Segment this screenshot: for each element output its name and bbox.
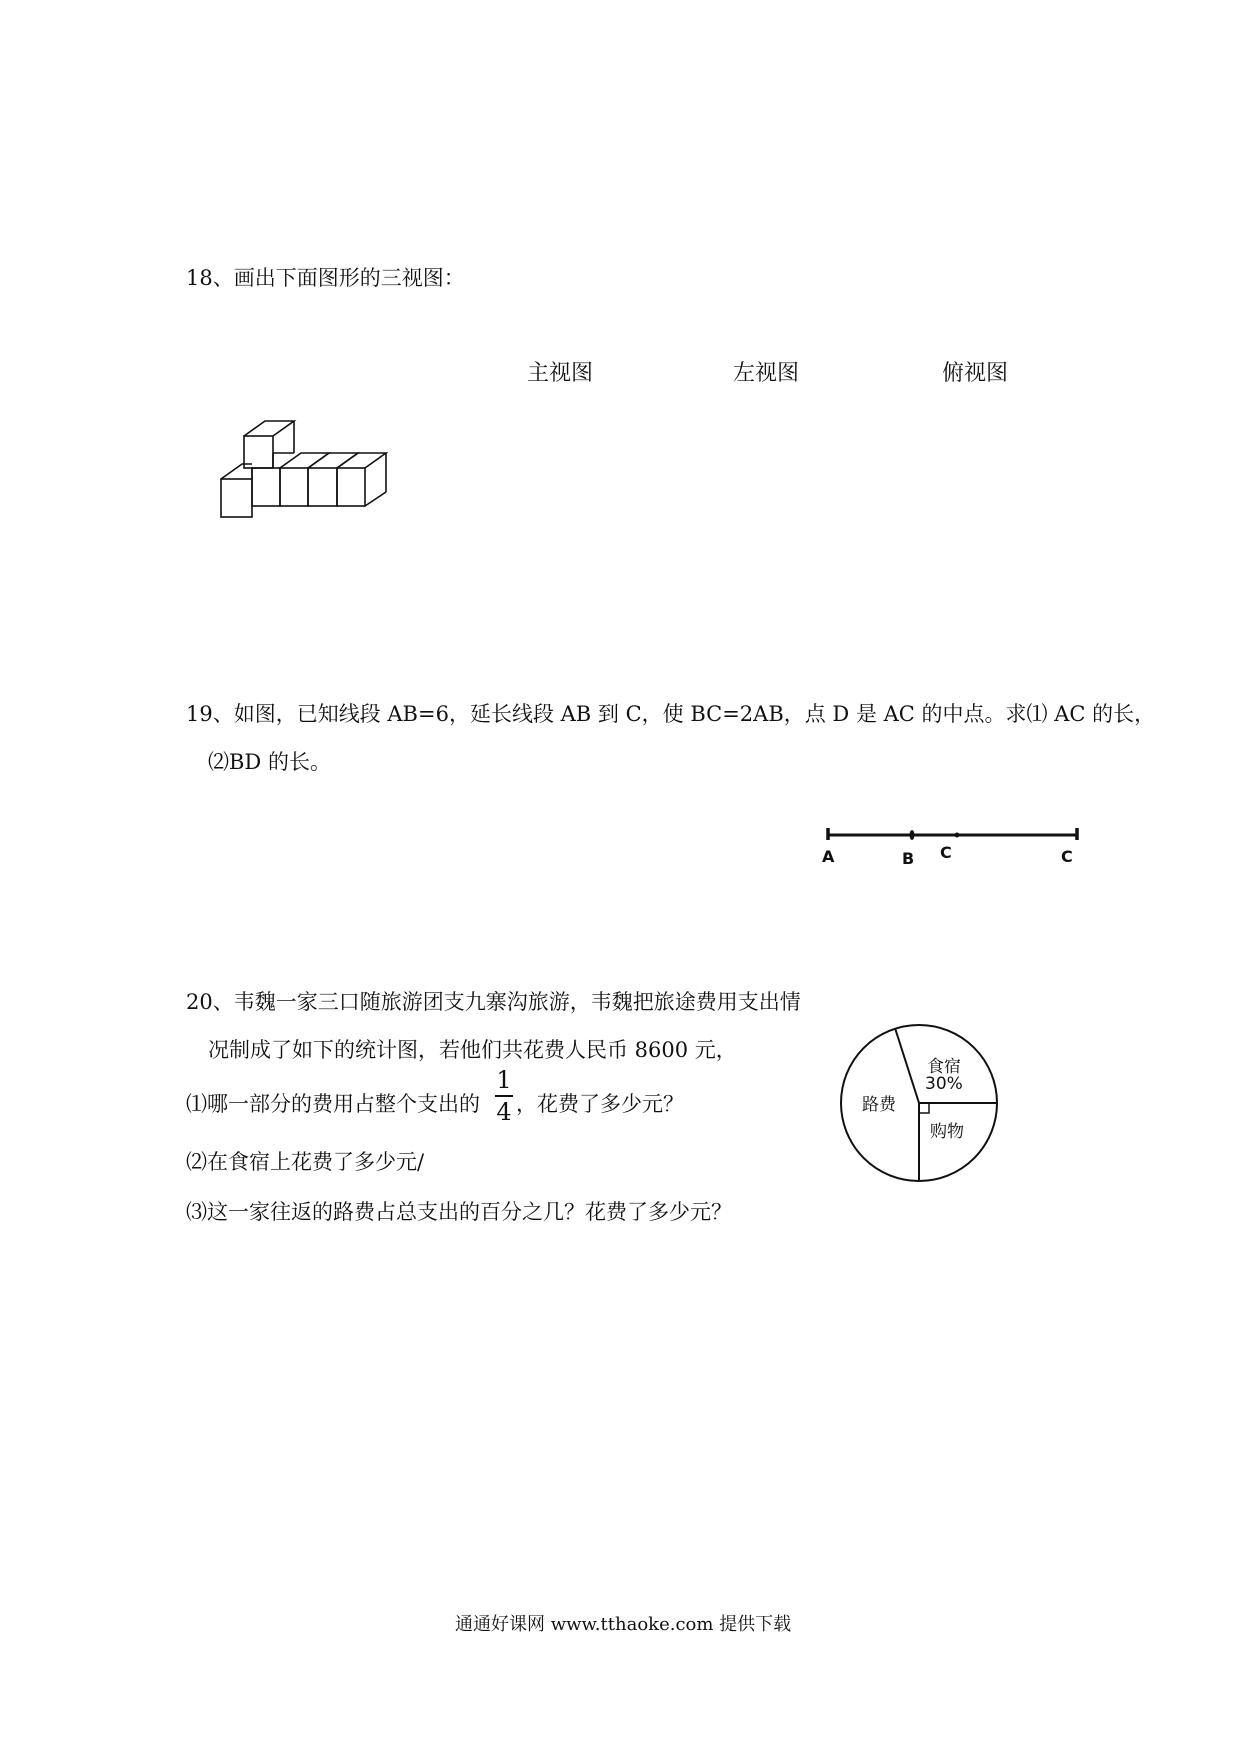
pie-slice-value-lodging: 30%: [925, 1074, 963, 1094]
fraction-denominator: 4: [496, 1098, 512, 1126]
line-segment-figure: [820, 820, 1090, 870]
fraction-one-quarter: [495, 1068, 513, 1124]
top-view-label: 俯视图: [942, 361, 1009, 386]
q20-sub2: ⑵在食宿上花费了多少元/: [186, 1150, 425, 1174]
footer-text: 通通好课网 www.tthaoke.com 提供下载: [455, 1614, 792, 1635]
right-angle-mark: [919, 1103, 929, 1113]
q20-sub1-suffix: ，花费了多少元？: [516, 1092, 684, 1116]
q19-line2: ⑵BD 的长。: [208, 750, 331, 774]
q18-title: 18、画出下面图形的三视图：: [186, 266, 465, 290]
q19-line1: 19、如图，已知线段 AB=6，延长线段 AB 到 C，使 BC=2AB，点 D 是 AC 的中点。求⑴ AC 的长，: [186, 702, 1156, 726]
pie-divider-travel-lodging: [895, 1028, 919, 1103]
q20-line2: 况制成了如下的统计图，若他们共花费人民币 8600 元，: [208, 1038, 737, 1062]
fraction-bar: [495, 1095, 513, 1097]
pie-slice-label-travel: 路费: [862, 1095, 896, 1115]
pie-slice-label-shopping: 购物: [930, 1122, 964, 1142]
point-label-c-mid: C: [940, 843, 952, 862]
q20-line1: 20、韦魏一家三口随旅游团支九寨沟旅游，韦魏把旅途费用支出情: [186, 990, 801, 1014]
point-label-c-end: C: [1061, 847, 1073, 866]
q20-sub1-prefix: ⑴哪一部分的费用占整个支出的: [186, 1092, 480, 1116]
cube-solid-figure: [210, 415, 400, 530]
point-label-a: A: [822, 847, 835, 866]
pie-slice-label-lodging: 食宿: [927, 1057, 961, 1077]
q20-sub3: ⑶这一家往返的路费占总支出的百分之几？花费了多少元？: [186, 1200, 732, 1224]
front-view-label: 主视图: [527, 361, 594, 386]
point-label-b: B: [902, 849, 915, 868]
fraction-numerator: 1: [496, 1066, 512, 1094]
left-view-label: 左视图: [733, 361, 800, 386]
